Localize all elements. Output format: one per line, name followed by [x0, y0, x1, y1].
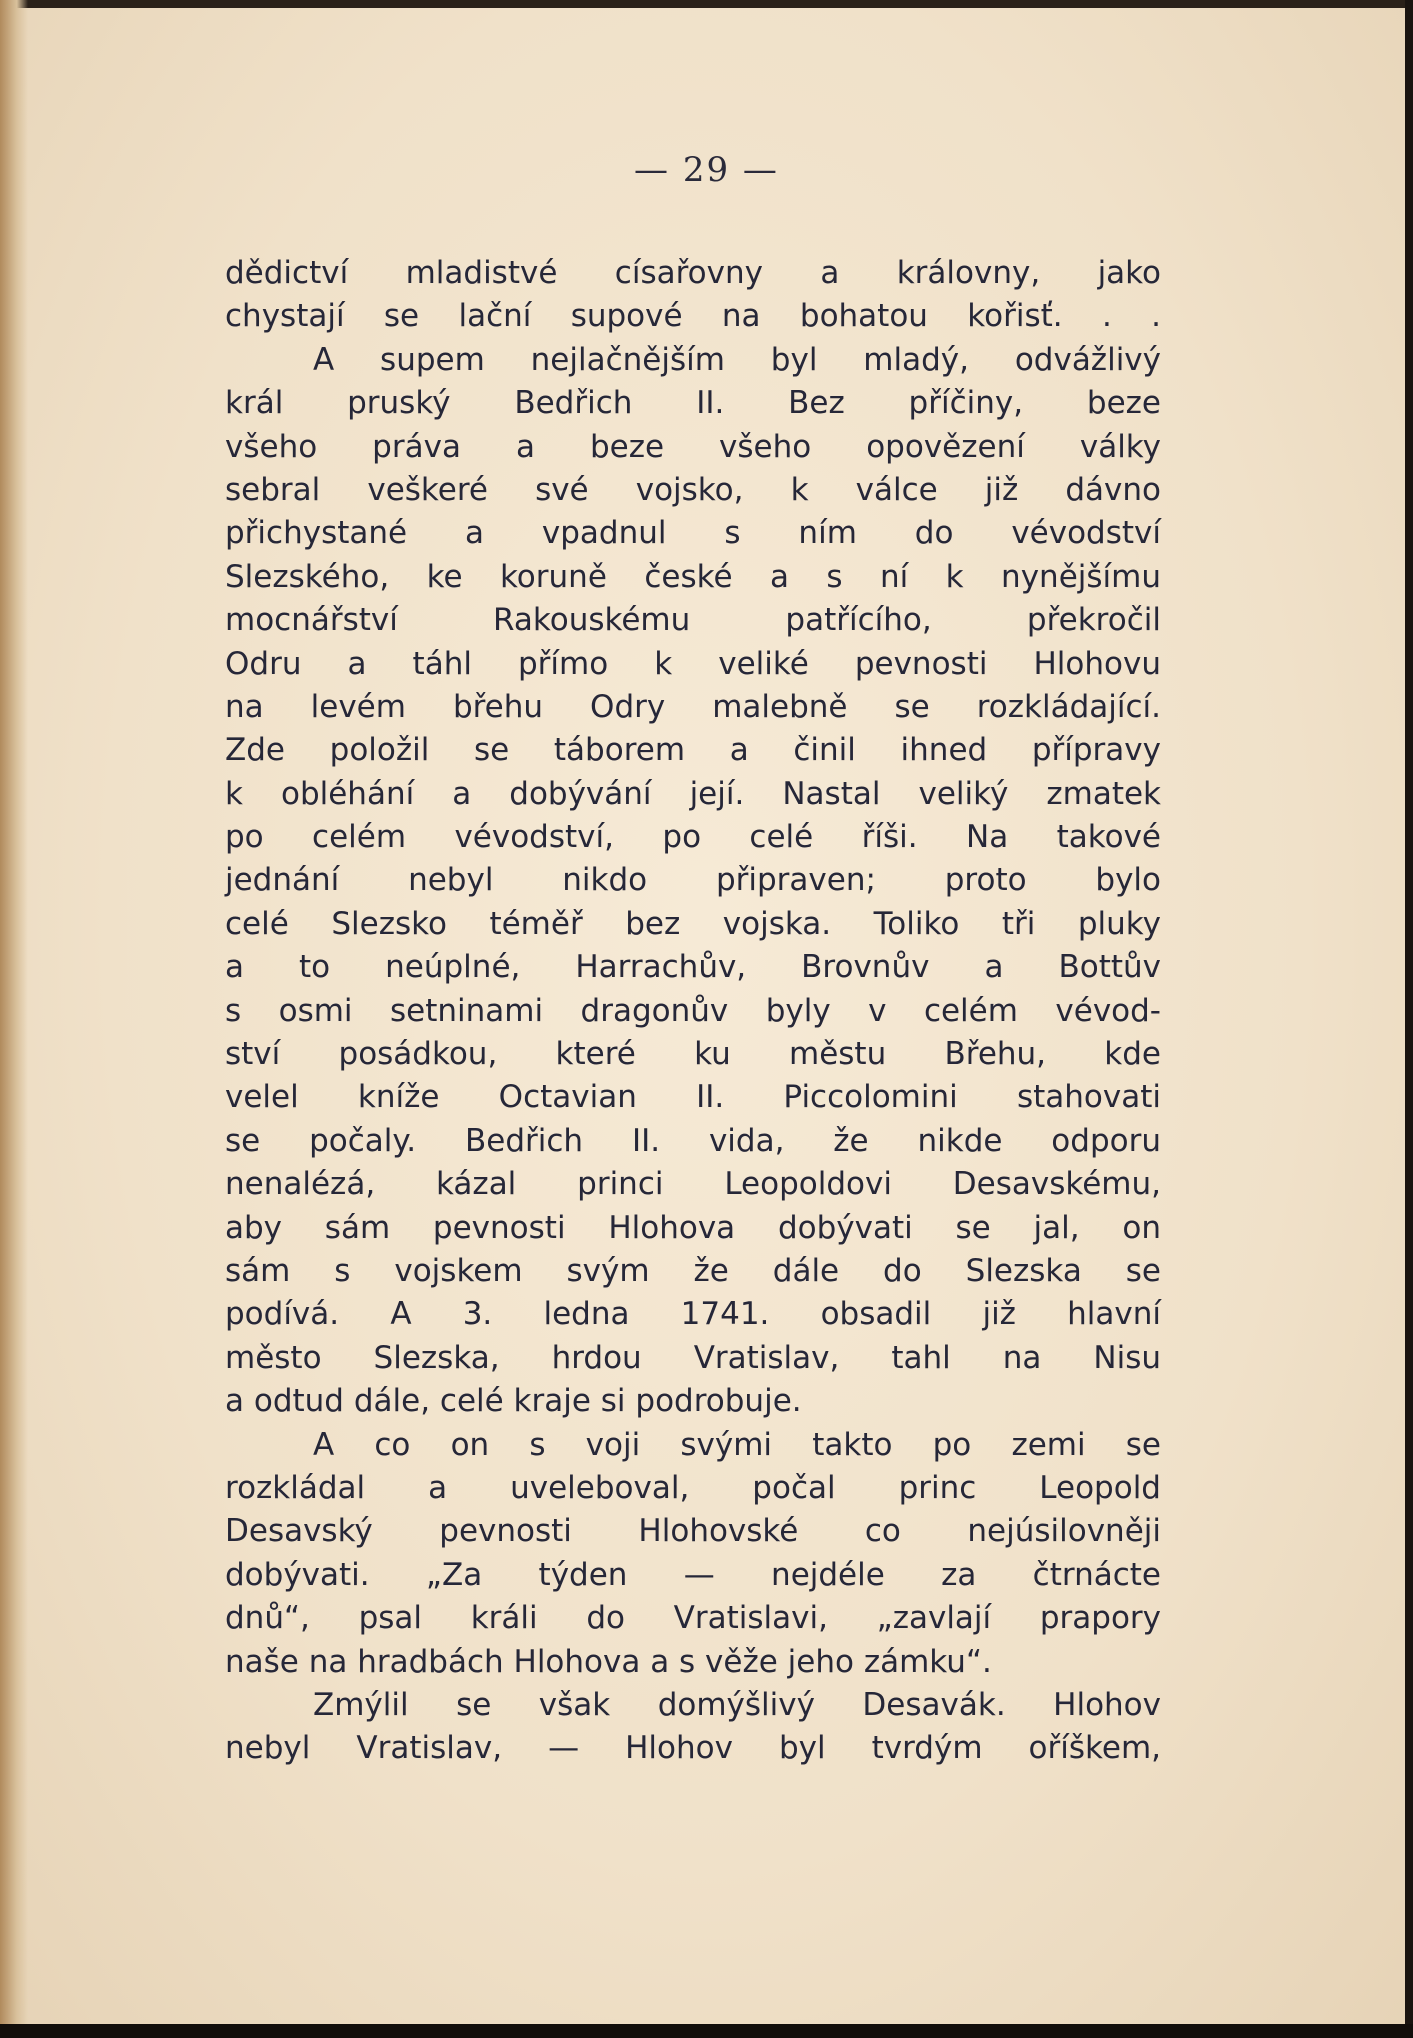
text-line: přichystané a vpadnul s ním do vévodství [225, 515, 1161, 552]
text-line: mocnářství Rakouskému patřícího, překročil [225, 602, 1161, 639]
text-line: dnů“, psal králi do Vratislavi, „zavlají prapory [225, 1600, 1161, 1637]
text-line: Zmýlil se však domýšlivý Desavák. Hlohov [313, 1686, 1161, 1723]
text-line: Slezského, ke koruně české a s ní k nynějšímu [225, 558, 1161, 595]
text-line: nenalézá, kázal princi Leopoldovi Desavskému, [225, 1166, 1161, 1203]
spine-shadow [0, 0, 28, 2038]
text-line: sám s vojskem svým že dále do Slezska se [225, 1252, 1161, 1289]
text-line: k obléhání a dobývání její. Nastal veliký zmatek [225, 775, 1161, 812]
scan-right-edge [1405, 0, 1413, 2038]
text-line: chystají se lační supové na bohatou kořisť. . . [225, 298, 1161, 335]
text-line: dobývati. „Za týden — nejdéle za čtrnácte [225, 1556, 1161, 1593]
text-line: Zde položil se táborem a činil ihned přípravy [225, 732, 1161, 769]
scan-top-edge [0, 0, 1413, 8]
text-line: sebral veškeré své vojsko, k válce již dávno [225, 471, 1161, 508]
text-line: aby sám pevnosti Hlohova dobývati se jal, on [225, 1209, 1161, 1246]
body-text [225, 252, 1161, 1771]
text-line: Desavský pevnosti Hlohovské co nejúsilovněji [225, 1513, 1161, 1550]
text-line: jednání nebyl nikdo připraven; proto bylo [225, 862, 1161, 899]
scan-bottom-edge [0, 2024, 1413, 2038]
text-line: ství posádkou, které ku městu Břehu, kde [225, 1036, 1161, 1073]
text-line: velel kníže Octavian II. Piccolomini stahovati [225, 1079, 1161, 1116]
text-line: král pruský Bedřich II. Bez příčiny, beze [225, 385, 1161, 422]
text-line: po celém vévodství, po celé říši. Na takové [225, 819, 1161, 856]
text-line: podívá. A 3. ledna 1741. obsadil již hlavní [225, 1296, 1161, 1333]
text-line: se počaly. Bedřich II. vida, že nikde odporu [225, 1122, 1161, 1159]
text-line: na levém břehu Odry malebně se rozkládající. [225, 688, 1161, 725]
text-line: rozkládal a uveleboval, počal princ Leopold [225, 1469, 1161, 1506]
text-line: s osmi setninami dragonův byly v celém vévod- [225, 992, 1161, 1029]
text-line: celé Slezsko téměř bez vojska. Toliko tři pluky [225, 905, 1161, 942]
text-line: a odtud dále, celé kraje si podrobuje. [225, 1383, 802, 1420]
text-line: dědictví mladistvé císařovny a královny, jako [225, 255, 1161, 291]
page-number: — 29 — [634, 150, 779, 190]
text-line: město Slezska, hrdou Vratislav, tahl na Nisu [225, 1339, 1161, 1376]
text-line: Odru a táhl přímo k veliké pevnosti Hlohovu [225, 645, 1161, 682]
text-line: nebyl Vratislav, — Hlohov byl tvrdým oříškem, [225, 1730, 1161, 1767]
text-line: A co on s voji svými takto po zemi se [313, 1426, 1161, 1463]
text-line: A supem nejlačnějším byl mladý, odvážlivý [313, 341, 1161, 378]
text-line: naše na hradbách Hlohova a s věže jeho zámku“. [225, 1643, 992, 1680]
text-line: všeho práva a beze všeho opovězení války [225, 428, 1161, 465]
text-line: a to neúplné, Harrachův, Brovnův a Bottův [225, 949, 1161, 986]
